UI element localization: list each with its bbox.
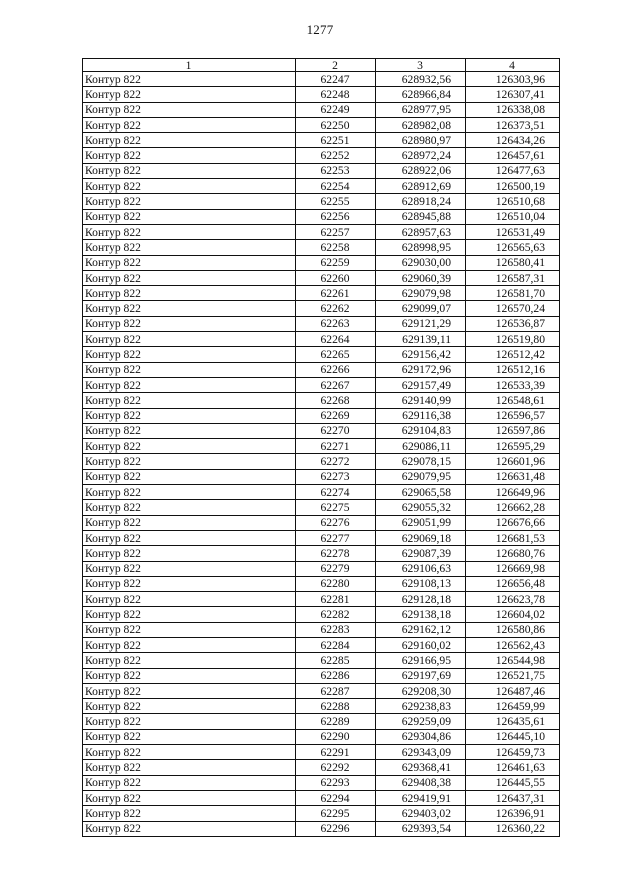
contour-name-cell: Контур 822 [83, 515, 296, 530]
table-row [83, 729, 560, 744]
table-row [83, 821, 560, 836]
y-coordinate-cell: 126623,78 [466, 592, 560, 607]
y-coordinate-cell: 126434,26 [466, 133, 560, 148]
y-coordinate-cell: 126531,49 [466, 224, 560, 239]
table-row [83, 439, 560, 454]
point-number-cell: 62270 [296, 423, 376, 438]
point-number-cell: 62288 [296, 699, 376, 714]
contour-name-cell: Контур 822 [83, 485, 296, 500]
y-coordinate-cell: 126512,42 [466, 347, 560, 362]
table-row [83, 255, 560, 270]
table-row [83, 102, 560, 117]
contour-name-cell: Контур 822 [83, 408, 296, 423]
table-row [83, 469, 560, 484]
x-coordinate-cell: 629160,02 [376, 637, 466, 652]
contour-name-cell: Контур 822 [83, 699, 296, 714]
x-coordinate-cell: 629086,11 [376, 439, 466, 454]
x-coordinate-cell: 628980,97 [376, 133, 466, 148]
point-number-cell: 62274 [296, 485, 376, 500]
contour-name-cell: Контур 822 [83, 592, 296, 607]
x-coordinate-cell: 629069,18 [376, 530, 466, 545]
contour-name-cell: Контур 822 [83, 393, 296, 408]
contour-name-cell: Контур 822 [83, 209, 296, 224]
point-number-cell: 62279 [296, 561, 376, 576]
y-coordinate-cell: 126565,63 [466, 240, 560, 255]
contour-name-cell: Контур 822 [83, 622, 296, 637]
x-coordinate-cell: 628972,24 [376, 148, 466, 163]
y-coordinate-cell: 126373,51 [466, 117, 560, 132]
y-coordinate-cell: 126656,48 [466, 576, 560, 591]
contour-name-cell: Контур 822 [83, 347, 296, 362]
table-row [83, 148, 560, 163]
y-coordinate-cell: 126461,63 [466, 760, 560, 775]
table-header [83, 59, 560, 72]
contour-name-cell: Контур 822 [83, 683, 296, 698]
y-coordinate-cell: 126487,46 [466, 683, 560, 698]
point-number-cell: 62259 [296, 255, 376, 270]
contour-name-cell: Контур 822 [83, 316, 296, 331]
y-coordinate-cell: 126662,28 [466, 500, 560, 515]
y-coordinate-cell: 126477,63 [466, 163, 560, 178]
y-coordinate-cell: 126437,31 [466, 790, 560, 805]
point-number-cell: 62291 [296, 745, 376, 760]
x-coordinate-cell: 629079,95 [376, 469, 466, 484]
x-coordinate-cell: 628918,24 [376, 194, 466, 209]
table-body [83, 72, 560, 837]
table-row [83, 163, 560, 178]
table-row [83, 240, 560, 255]
point-number-cell: 62269 [296, 408, 376, 423]
x-coordinate-cell: 629304,86 [376, 729, 466, 744]
contour-name-cell: Контур 822 [83, 576, 296, 591]
table-row [83, 790, 560, 805]
table-row [83, 561, 560, 576]
table-row [83, 423, 560, 438]
contour-name-cell: Контур 822 [83, 469, 296, 484]
table-row [83, 224, 560, 239]
table-row [83, 806, 560, 821]
y-coordinate-cell: 126597,86 [466, 423, 560, 438]
contour-name-cell: Контур 822 [83, 637, 296, 652]
x-coordinate-cell: 629162,12 [376, 622, 466, 637]
contour-name-cell: Контур 822 [83, 775, 296, 790]
y-coordinate-cell: 126562,43 [466, 637, 560, 652]
table-row [83, 179, 560, 194]
table-row [83, 699, 560, 714]
table-row [83, 133, 560, 148]
header-col-1: 1 [83, 59, 296, 72]
y-coordinate-cell: 126360,22 [466, 821, 560, 836]
contour-name-cell: Контур 822 [83, 760, 296, 775]
point-number-cell: 62266 [296, 362, 376, 377]
page-number: 1277 [306, 22, 334, 37]
y-coordinate-cell: 126570,24 [466, 301, 560, 316]
point-number-cell: 62257 [296, 224, 376, 239]
point-number-cell: 62284 [296, 637, 376, 652]
contour-name-cell: Контур 822 [83, 745, 296, 760]
y-coordinate-cell: 126510,68 [466, 194, 560, 209]
y-coordinate-cell: 126519,80 [466, 332, 560, 347]
contour-name-cell: Контур 822 [83, 163, 296, 178]
x-coordinate-cell: 628932,56 [376, 72, 466, 87]
x-coordinate-cell: 629156,42 [376, 347, 466, 362]
x-coordinate-cell: 629140,99 [376, 393, 466, 408]
y-coordinate-cell: 126435,61 [466, 714, 560, 729]
contour-name-cell: Контур 822 [83, 362, 296, 377]
x-coordinate-cell: 629030,00 [376, 255, 466, 270]
point-number-cell: 62268 [296, 393, 376, 408]
contour-name-cell: Контур 822 [83, 133, 296, 148]
table-row [83, 393, 560, 408]
contour-name-cell: Контур 822 [83, 653, 296, 668]
y-coordinate-cell: 126521,75 [466, 668, 560, 683]
table-row [83, 347, 560, 362]
contour-name-cell: Контур 822 [83, 790, 296, 805]
y-coordinate-cell: 126669,98 [466, 561, 560, 576]
point-number-cell: 62263 [296, 316, 376, 331]
table-row [83, 500, 560, 515]
x-coordinate-cell: 629408,38 [376, 775, 466, 790]
contour-name-cell: Контур 822 [83, 332, 296, 347]
point-number-cell: 62248 [296, 87, 376, 102]
contour-name-cell: Контур 822 [83, 806, 296, 821]
y-coordinate-cell: 126649,96 [466, 485, 560, 500]
x-coordinate-cell: 629419,91 [376, 790, 466, 805]
header-row [83, 59, 560, 72]
x-coordinate-cell: 629393,54 [376, 821, 466, 836]
y-coordinate-cell: 126459,73 [466, 745, 560, 760]
x-coordinate-cell: 629157,49 [376, 377, 466, 392]
table-row [83, 377, 560, 392]
point-number-cell: 62271 [296, 439, 376, 454]
x-coordinate-cell: 629104,83 [376, 423, 466, 438]
point-number-cell: 62293 [296, 775, 376, 790]
x-coordinate-cell: 628922,06 [376, 163, 466, 178]
y-coordinate-cell: 126676,66 [466, 515, 560, 530]
contour-name-cell: Контур 822 [83, 454, 296, 469]
point-number-cell: 62261 [296, 286, 376, 301]
point-number-cell: 62295 [296, 806, 376, 821]
y-coordinate-cell: 126604,02 [466, 607, 560, 622]
contour-name-cell: Контур 822 [83, 117, 296, 132]
contour-name-cell: Контур 822 [83, 377, 296, 392]
x-coordinate-cell: 629197,69 [376, 668, 466, 683]
y-coordinate-cell: 126580,86 [466, 622, 560, 637]
contour-name-cell: Контур 822 [83, 546, 296, 561]
contour-name-cell: Контур 822 [83, 821, 296, 836]
x-coordinate-cell: 628982,08 [376, 117, 466, 132]
contour-name-cell: Контур 822 [83, 270, 296, 285]
point-number-cell: 62287 [296, 683, 376, 698]
x-coordinate-cell: 629172,96 [376, 362, 466, 377]
x-coordinate-cell: 629259,09 [376, 714, 466, 729]
point-number-cell: 62275 [296, 500, 376, 515]
point-number-cell: 62265 [296, 347, 376, 362]
point-number-cell: 62264 [296, 332, 376, 347]
contour-name-cell: Контур 822 [83, 194, 296, 209]
header-col-2: 2 [296, 59, 376, 72]
contour-name-cell: Контур 822 [83, 423, 296, 438]
point-number-cell: 62254 [296, 179, 376, 194]
y-coordinate-cell: 126581,70 [466, 286, 560, 301]
x-coordinate-cell: 629343,09 [376, 745, 466, 760]
table-row [83, 408, 560, 423]
contour-name-cell: Контур 822 [83, 255, 296, 270]
table-row [83, 286, 560, 301]
y-coordinate-cell: 126548,61 [466, 393, 560, 408]
table-row [83, 72, 560, 87]
contour-name-cell: Контур 822 [83, 530, 296, 545]
x-coordinate-cell: 629065,58 [376, 485, 466, 500]
header-col-4: 4 [466, 59, 560, 72]
y-coordinate-cell: 126681,53 [466, 530, 560, 545]
contour-name-cell: Контур 822 [83, 224, 296, 239]
table-row [83, 653, 560, 668]
contour-name-cell: Контур 822 [83, 179, 296, 194]
point-number-cell: 62290 [296, 729, 376, 744]
contour-name-cell: Контур 822 [83, 72, 296, 87]
y-coordinate-cell: 126580,41 [466, 255, 560, 270]
x-coordinate-cell: 628912,69 [376, 179, 466, 194]
point-number-cell: 62255 [296, 194, 376, 209]
contour-name-cell: Контур 822 [83, 607, 296, 622]
x-coordinate-cell: 628966,84 [376, 87, 466, 102]
table-row [83, 530, 560, 545]
point-number-cell: 62273 [296, 469, 376, 484]
x-coordinate-cell: 629238,83 [376, 699, 466, 714]
x-coordinate-cell: 629087,39 [376, 546, 466, 561]
table-row [83, 194, 560, 209]
point-number-cell: 62283 [296, 622, 376, 637]
table-row [83, 362, 560, 377]
table-row [83, 683, 560, 698]
x-coordinate-cell: 629051,99 [376, 515, 466, 530]
table-row [83, 714, 560, 729]
y-coordinate-cell: 126457,61 [466, 148, 560, 163]
table-row [83, 760, 560, 775]
contour-name-cell: Контур 822 [83, 729, 296, 744]
table-row [83, 316, 560, 331]
point-number-cell: 62294 [296, 790, 376, 805]
table-row [83, 546, 560, 561]
y-coordinate-cell: 126396,91 [466, 806, 560, 821]
table-row [83, 622, 560, 637]
coordinates-table [82, 58, 560, 837]
table-row [83, 485, 560, 500]
table-row [83, 87, 560, 102]
contour-name-cell: Контур 822 [83, 148, 296, 163]
point-number-cell: 62252 [296, 148, 376, 163]
point-number-cell: 62282 [296, 607, 376, 622]
contour-name-cell: Контур 822 [83, 439, 296, 454]
contour-name-cell: Контур 822 [83, 102, 296, 117]
y-coordinate-cell: 126307,41 [466, 87, 560, 102]
y-coordinate-cell: 126500,19 [466, 179, 560, 194]
table-row [83, 607, 560, 622]
table-row [83, 270, 560, 285]
x-coordinate-cell: 629403,02 [376, 806, 466, 821]
y-coordinate-cell: 126631,48 [466, 469, 560, 484]
table-row [83, 775, 560, 790]
point-number-cell: 62280 [296, 576, 376, 591]
y-coordinate-cell: 126596,57 [466, 408, 560, 423]
x-coordinate-cell: 629108,13 [376, 576, 466, 591]
x-coordinate-cell: 629138,18 [376, 607, 466, 622]
contour-name-cell: Контур 822 [83, 561, 296, 576]
x-coordinate-cell: 629060,39 [376, 270, 466, 285]
point-number-cell: 62276 [296, 515, 376, 530]
header-col-3: 3 [376, 59, 466, 72]
y-coordinate-cell: 126512,16 [466, 362, 560, 377]
point-number-cell: 62277 [296, 530, 376, 545]
point-number-cell: 62267 [296, 377, 376, 392]
contour-name-cell: Контур 822 [83, 87, 296, 102]
x-coordinate-cell: 628945,88 [376, 209, 466, 224]
contour-name-cell: Контур 822 [83, 668, 296, 683]
y-coordinate-cell: 126544,98 [466, 653, 560, 668]
x-coordinate-cell: 629128,18 [376, 592, 466, 607]
point-number-cell: 62256 [296, 209, 376, 224]
x-coordinate-cell: 629368,41 [376, 760, 466, 775]
table-row [83, 637, 560, 652]
x-coordinate-cell: 629106,63 [376, 561, 466, 576]
y-coordinate-cell: 126680,76 [466, 546, 560, 561]
table-row [83, 576, 560, 591]
point-number-cell: 62296 [296, 821, 376, 836]
y-coordinate-cell: 126459,99 [466, 699, 560, 714]
point-number-cell: 62292 [296, 760, 376, 775]
contour-name-cell: Контур 822 [83, 301, 296, 316]
point-number-cell: 62285 [296, 653, 376, 668]
y-coordinate-cell: 126587,31 [466, 270, 560, 285]
table-row [83, 332, 560, 347]
point-number-cell: 62253 [296, 163, 376, 178]
x-coordinate-cell: 629116,38 [376, 408, 466, 423]
x-coordinate-cell: 629055,32 [376, 500, 466, 515]
y-coordinate-cell: 126445,10 [466, 729, 560, 744]
point-number-cell: 62286 [296, 668, 376, 683]
x-coordinate-cell: 628957,63 [376, 224, 466, 239]
point-number-cell: 62251 [296, 133, 376, 148]
x-coordinate-cell: 629079,98 [376, 286, 466, 301]
x-coordinate-cell: 628977,95 [376, 102, 466, 117]
point-number-cell: 62258 [296, 240, 376, 255]
contour-name-cell: Контур 822 [83, 286, 296, 301]
point-number-cell: 62250 [296, 117, 376, 132]
x-coordinate-cell: 629139,11 [376, 332, 466, 347]
contour-name-cell: Контур 822 [83, 240, 296, 255]
x-coordinate-cell: 629208,30 [376, 683, 466, 698]
point-number-cell: 62289 [296, 714, 376, 729]
contour-name-cell: Контур 822 [83, 500, 296, 515]
table-row [83, 745, 560, 760]
y-coordinate-cell: 126533,39 [466, 377, 560, 392]
table-row [83, 301, 560, 316]
point-number-cell: 62262 [296, 301, 376, 316]
point-number-cell: 62278 [296, 546, 376, 561]
table-row [83, 592, 560, 607]
x-coordinate-cell: 629166,95 [376, 653, 466, 668]
x-coordinate-cell: 629099,07 [376, 301, 466, 316]
y-coordinate-cell: 126445,55 [466, 775, 560, 790]
point-number-cell: 62281 [296, 592, 376, 607]
y-coordinate-cell: 126595,29 [466, 439, 560, 454]
point-number-cell: 62272 [296, 454, 376, 469]
y-coordinate-cell: 126601,96 [466, 454, 560, 469]
y-coordinate-cell: 126510,04 [466, 209, 560, 224]
point-number-cell: 62260 [296, 270, 376, 285]
x-coordinate-cell: 628998,95 [376, 240, 466, 255]
y-coordinate-cell: 126338,08 [466, 102, 560, 117]
point-number-cell: 62247 [296, 72, 376, 87]
table-row [83, 668, 560, 683]
y-coordinate-cell: 126536,87 [466, 316, 560, 331]
x-coordinate-cell: 629078,15 [376, 454, 466, 469]
y-coordinate-cell: 126303,96 [466, 72, 560, 87]
table-row [83, 117, 560, 132]
contour-name-cell: Контур 822 [83, 714, 296, 729]
table-row [83, 454, 560, 469]
point-number-cell: 62249 [296, 102, 376, 117]
table-row [83, 209, 560, 224]
x-coordinate-cell: 629121,29 [376, 316, 466, 331]
table-row [83, 515, 560, 530]
